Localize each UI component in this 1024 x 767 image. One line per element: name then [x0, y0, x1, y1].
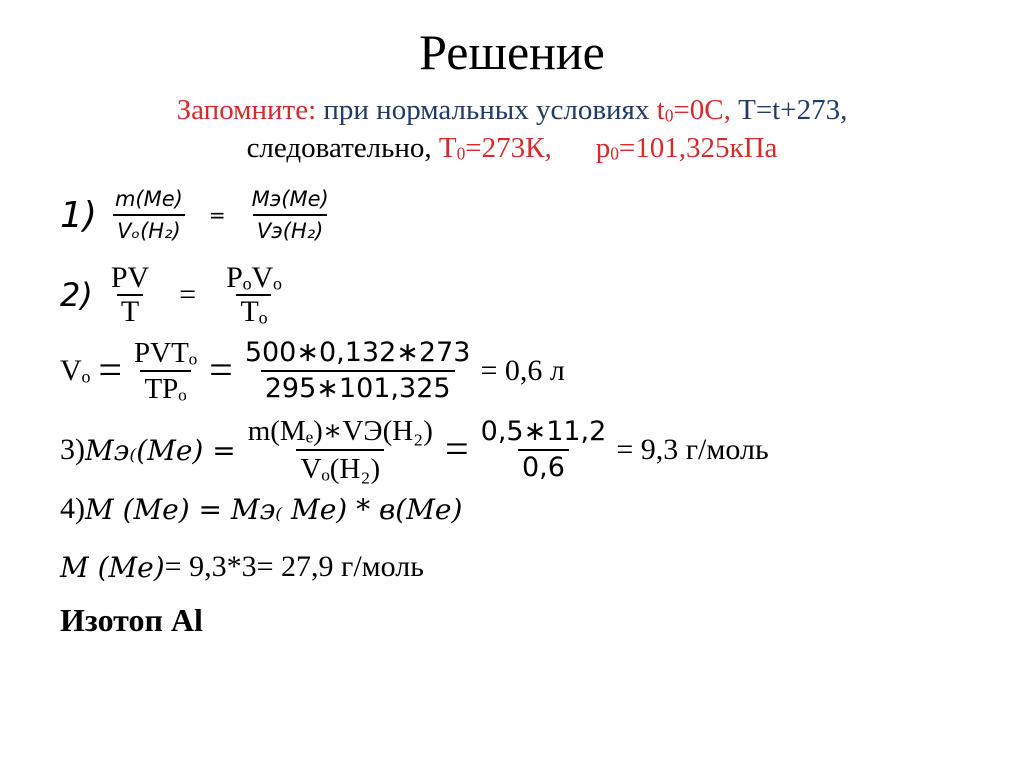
step-1-label: 1)	[60, 194, 97, 236]
consequently-text: следовательно,	[246, 132, 439, 164]
molar-mass-lhs: M (Me)	[60, 550, 165, 584]
volume-formula-fraction: $\frac{\text{PVTₒ}}{\text{ТPₒ}}$	[134, 337, 198, 405]
p0-pressure: $р_0=101,325кПа$	[595, 132, 778, 164]
equivalent-mass-fraction: $\frac{Mэ(Me)}{\text{Vэ(H₂)}}$	[248, 184, 333, 246]
isotope-conclusion: Изотоп Al	[60, 602, 203, 638]
step-2-label: 2)	[60, 276, 93, 314]
t0-symbol: $t_0=0С$,	[656, 94, 739, 126]
step-4-label: 4)	[60, 492, 85, 525]
equivalent-mass-numeric: $\frac{0,5∗11,2}{0,6}$	[480, 416, 607, 483]
remember-label: Запомните:	[176, 94, 317, 126]
volume-calculation: Vₒ = $\frac{\text{PVTₒ}}{\text{ТPₒ}}$ = $\frac{500∗0,132∗273}{295∗101,325}$ = 0,6 л	[60, 337, 565, 405]
equivalent-mass-calculation: 3) Mэ₍(Me) = $\frac{\text{m(Mₑ)∗VЭ(H₂)}}{\text{Vₒ(H₂)}}$ = $\frac{0,5∗11,2}{0,6}$ = 9,3 г/моль	[60, 415, 769, 485]
normal-conditions-note	[0, 92, 1024, 134]
t0-kelvin: $Т_0=273К$,	[438, 132, 552, 164]
conditions-text: при нормальных условиях	[316, 94, 657, 126]
molar-mass-value: = 9,3*3= 27,9 г/моль	[164, 550, 424, 583]
equation-step-1: 1) $\frac{m(Me)}{\text{Vₒ(H₂)}}$ = $\frac{Mэ(Me)}{\text{Vэ(H₂)}}$	[60, 184, 333, 246]
gas-law-right-fraction: $\frac{\text{PₒVₒ}}{\text{Тₒ}}$	[226, 261, 282, 328]
molar-mass-result-row	[60, 550, 424, 584]
gas-law-left-fraction: $\frac{PV}{Т}$	[110, 261, 150, 328]
slide-title: Решение	[419, 24, 605, 80]
molar-mass-formula	[60, 492, 462, 526]
equation-step-2: 2) $\frac{PV}{Т}$ = $\frac{\text{PₒVₒ}}{\text{Тₒ}}$	[60, 262, 286, 328]
equivalent-mass-lhs: Mэ₍(Me) =	[85, 433, 236, 467]
molar-mass-expression: M (Me) = Mэ₍ Me) * в(Me)	[85, 492, 463, 526]
volume-result: = 0,6 л	[480, 354, 565, 387]
normal-conditions-values	[0, 130, 1024, 172]
step-3-label: 3)	[60, 433, 85, 466]
mass-over-volume-fraction: $\frac{m(Me)}{\text{Vₒ(H₂)}}$	[111, 184, 187, 246]
equivalent-mass-result: = 9,3 г/моль	[616, 433, 769, 466]
equivalent-mass-formula: $\frac{\text{m(Mₑ)∗VЭ(H₂)}}{\text{Vₒ(H₂)}}$	[247, 415, 433, 485]
kelvin-relation: Т=t+273,	[738, 94, 848, 126]
v0-symbol: Vₒ	[60, 354, 91, 387]
volume-numeric-fraction: $\frac{500∗0,132∗273}{295∗101,325}$	[244, 337, 471, 404]
